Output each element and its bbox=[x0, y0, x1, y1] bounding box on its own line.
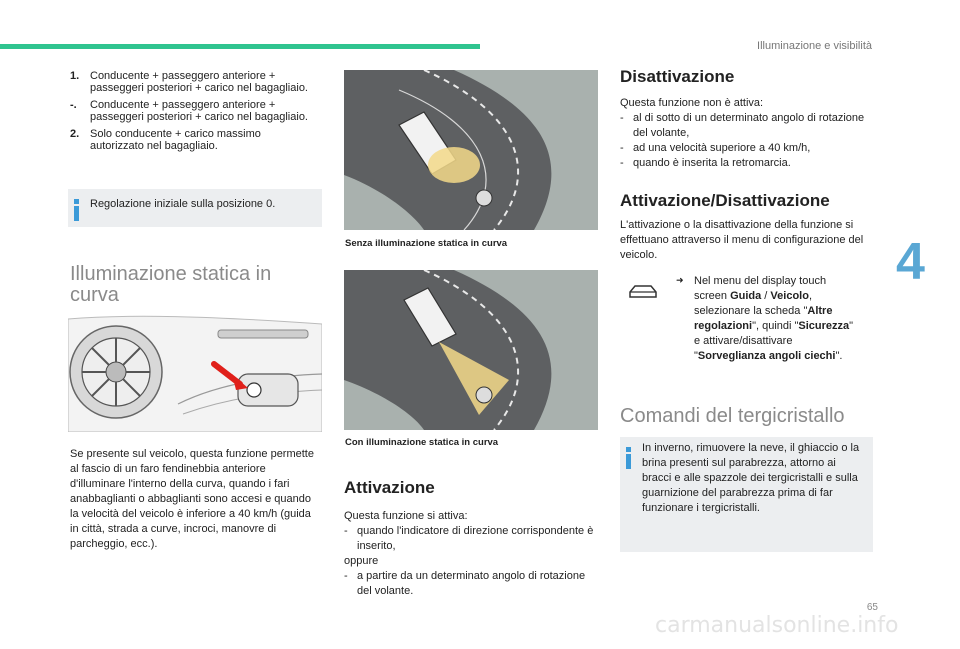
list-key: -. bbox=[70, 99, 77, 111]
step-sep: / bbox=[761, 290, 771, 302]
info-box-wiper bbox=[620, 437, 873, 552]
list-item bbox=[70, 99, 315, 123]
list-item: - a partire da un determinato angolo di rotazione del volante. bbox=[344, 569, 594, 599]
list-text: quando l'indicatore di direzione corrispondente è inserito, bbox=[357, 525, 594, 552]
page-number: 65 bbox=[866, 602, 878, 613]
wiper-heading: Comandi del tergicristallo bbox=[620, 405, 845, 427]
activation-body bbox=[344, 509, 594, 599]
list-key: 2. bbox=[70, 128, 80, 140]
step-altre-regolazioni: Altre regolazioni bbox=[694, 305, 833, 332]
step-text: ", quindi " bbox=[752, 320, 799, 332]
list-item: - quando l'indicatore di direzione corrispondente è inserito, bbox=[344, 525, 594, 552]
info-text: Regolazione iniziale sulla posizione 0. bbox=[90, 198, 276, 210]
list-item bbox=[70, 128, 315, 152]
fog-light-illustration bbox=[68, 314, 322, 432]
deactivation-body bbox=[620, 96, 870, 171]
info-box-regulation bbox=[68, 189, 322, 227]
activation-intro: Questa funzione si attiva: bbox=[344, 510, 468, 522]
chapter-number: 4 bbox=[896, 233, 925, 291]
activation-or: oppure bbox=[344, 555, 379, 567]
step-text: " e attivare/disattivare " bbox=[694, 320, 854, 362]
list-text: a partire da un determinato angolo di rotazione del volante. bbox=[357, 570, 586, 597]
list-item bbox=[70, 70, 315, 94]
list-key: 1. bbox=[70, 70, 80, 82]
list-item: - ad una velocità superiore a 40 km/h, bbox=[620, 142, 811, 154]
list-text: Conducente + passeggero anteriore + passeggeri posteriori + carico nel bagagliaio. bbox=[90, 99, 308, 123]
menu-instruction bbox=[694, 274, 854, 364]
caption-with: Con illuminazione statica in curva bbox=[345, 437, 499, 448]
activation-deactivation-heading: Attivazione/Disattivazione bbox=[620, 191, 830, 210]
activation-heading: Attivazione bbox=[344, 478, 435, 497]
info-icon bbox=[626, 447, 632, 469]
deactivation-intro: Questa funzione non è attiva: bbox=[620, 97, 764, 109]
info-text: In inverno, rimuovere la neve, il ghiaccio o la brina presenti sul parabrezza, attorno ai bracci e alle spazzole dei tergicristalli e sulla guarnizione del parabrezza prima di far funzionare i tergicristalli. bbox=[642, 442, 860, 514]
step-text: Nel menu del display touch screen bbox=[694, 275, 827, 302]
diagram-with-static-lighting bbox=[344, 270, 598, 430]
step-sicurezza: Sicurezza bbox=[798, 320, 850, 332]
list-text: ad una velocità superiore a 40 km/h, bbox=[633, 142, 811, 154]
list-text: Conducente + passeggero anteriore + passeggeri posteriori + carico nel bagagliaio. bbox=[90, 70, 308, 94]
section-header: Illuminazione e visibilità bbox=[757, 40, 872, 52]
arrow-bullet-icon: ➜ bbox=[676, 275, 684, 285]
info-icon bbox=[74, 199, 80, 221]
static-lighting-body: Se presente sul veicolo, questa funzione permette al fascio di un faro fendinebbia anteriore d'illuminare l'interno della curva, quando i fari anabbaglianti o abbaglianti sono accesi e quando la velocità del veicolo è inferiore a 40 km/h (guida in città, strada a curve, incroci, manovre di parcheggio, ecc.). bbox=[70, 448, 314, 550]
caption-without: Senza illuminazione statica in curva bbox=[345, 238, 508, 249]
static-lighting-heading: Illuminazione statica in curva bbox=[70, 263, 272, 306]
step-veicolo: Veicolo bbox=[770, 290, 809, 302]
list-text: Solo conducente + carico massimo autorizzato nel bagagliaio. bbox=[90, 128, 261, 152]
seat-config-list bbox=[70, 70, 315, 157]
list-item: - quando è inserita la retromarcia. bbox=[620, 157, 791, 169]
list-item: - al di sotto di un determinato angolo di rotazione del volante, bbox=[620, 111, 870, 141]
top-accent-bar bbox=[0, 44, 480, 49]
list-text: quando è inserita la retromarcia. bbox=[633, 157, 791, 169]
step-text: ". bbox=[835, 350, 843, 362]
car-icon bbox=[628, 284, 658, 300]
deactivation-heading: Disattivazione bbox=[620, 67, 735, 86]
watermark: carmanualsonline.info bbox=[655, 613, 899, 638]
diagram-without-static-lighting bbox=[344, 70, 598, 230]
activation-deactivation-body: L'attivazione o la disattivazione della funzione si effettuano attraverso il menu di configurazione del veicolo. bbox=[620, 219, 864, 261]
step-text: , selezionare la scheda " bbox=[694, 290, 813, 317]
step-guida: Guida bbox=[730, 290, 762, 302]
list-text: al di sotto di un determinato angolo di rotazione del volante, bbox=[633, 112, 865, 139]
step-sorveglianza: Sorveglianza angoli ciechi bbox=[697, 350, 836, 362]
